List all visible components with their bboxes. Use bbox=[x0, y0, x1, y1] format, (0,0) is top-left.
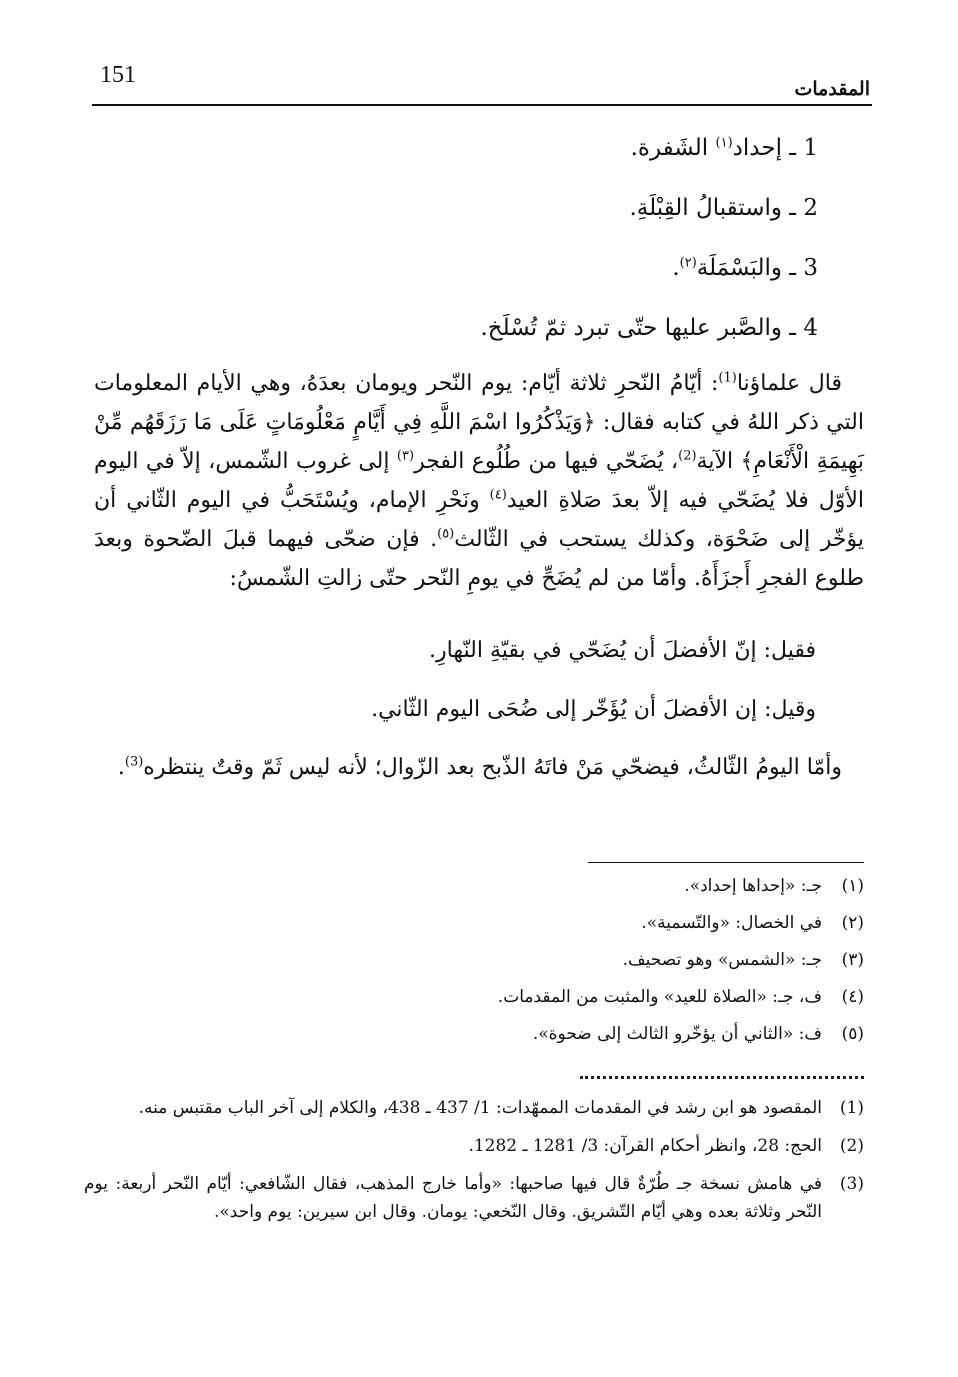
footnote-text: جـ: «الشمس» وهو تصحيف. bbox=[622, 950, 822, 970]
item-text-rest: . bbox=[672, 255, 680, 281]
list-item bbox=[118, 118, 818, 178]
paragraph-text: قال علماؤنا bbox=[736, 371, 842, 396]
footnote-text: جـ: «إحداها إحداد». bbox=[684, 876, 822, 896]
item-number: 2 ـ bbox=[789, 195, 818, 221]
paragraph-text: إلى غروب الشّمس، إلاّ في اليوم الأوّل فلا يُضَحّي فيه إلاّ بعدَ صَلاةِ العيد bbox=[94, 449, 864, 513]
note-number: (1) bbox=[839, 1098, 864, 1118]
paragraph-text: : أيّامُ النّحرِ ثلاثة أيّام: يوم النّحر ويومان بعدَهُ، وهي الأيام المعلومات التي ذكر اللهُ في كتابه فقال: ﴿وَيَذْكُرُوا اسْمَ اللَّهِ فِي أَيَّامٍ مَعْلُومَاتٍ عَلَى مَا رَزَقَهُم مِّنْ بَهِيمَةِ الْأَنْعَامِ﴾ الآية bbox=[94, 371, 864, 474]
item-number: 4 ـ bbox=[789, 315, 818, 341]
note-text: المقصود هو ابن رشد في المقدمات الممهّدات: 1/ 437 ـ 438، والكلام إلى آخر الباب مقتبس منه. bbox=[138, 1098, 822, 1118]
numbered-list bbox=[118, 118, 818, 358]
note-text: الحج: 28، وانظر أحكام القرآن: 3/ 1281 ـ 1282. bbox=[468, 1136, 822, 1156]
footnote-ref: (١) bbox=[715, 135, 733, 151]
footnote-ref: (2) bbox=[678, 448, 697, 464]
paragraph-text: . فإن ضحّى فيهما قبلَ الضّحوة وبعدَ طلوع الفجرِ أَجزَأَهُ. وأمّا من لم يُضَحِّ في يومِ النّحر حتّى زالتِ الشّمسُ: bbox=[94, 527, 864, 591]
footnote-text: في الخصال: «والتّسمية». bbox=[641, 913, 822, 933]
footnote-item bbox=[84, 983, 864, 1012]
item-number: 1 ـ bbox=[789, 135, 818, 161]
note-item bbox=[84, 1132, 864, 1160]
running-head: المقدمات bbox=[794, 78, 870, 100]
main-paragraph bbox=[94, 364, 864, 598]
opinion-second: وقيل: إن الأفضلَ أن يُؤَخّر إلى ضُحَى اليوم الثّاني. bbox=[371, 697, 816, 722]
paragraph-text: . bbox=[117, 755, 125, 780]
variant-footnotes bbox=[84, 872, 864, 1057]
footnote-ref: (٣) bbox=[396, 448, 415, 464]
footnote-item bbox=[84, 1020, 864, 1049]
footnote-text: ف: «الثاني أن يؤخّرو الثالث إلى ضحوة». bbox=[532, 1024, 822, 1044]
footnote-item bbox=[84, 872, 864, 901]
footnote-rule bbox=[588, 862, 864, 863]
editor-notes bbox=[84, 1094, 864, 1236]
footnote-number: (٤) bbox=[841, 987, 864, 1007]
list-item bbox=[118, 178, 818, 238]
footnote-item bbox=[84, 946, 864, 975]
note-number: (3) bbox=[839, 1174, 864, 1194]
footnote-ref: (٥) bbox=[437, 526, 455, 542]
list-item bbox=[118, 238, 818, 298]
item-text: والبَسْمَلَة bbox=[696, 255, 782, 281]
footnote-ref: (٢) bbox=[679, 255, 697, 271]
footnote-ref: (3) bbox=[124, 754, 144, 770]
paragraph-text: وأمّا اليومُ الثّالثُ، فيضحّي مَنْ فاتَهُ الذّبح بعد الزّوال؛ لأنه ليس ثَمّ وقتٌ ينتظره bbox=[143, 755, 842, 780]
footnote-ref: (٤) bbox=[489, 487, 507, 503]
list-item bbox=[118, 298, 818, 358]
note-number: (2) bbox=[839, 1136, 864, 1156]
note-text: في هامش نسخة جـ طُرّةٌ قال فيها صاحبها: «وأما خارج المذهب، فقال الشّافعي: أيّام النّحر أربعة: يوم النّحر وثلاثة بعده وهي أيّام التّشريق. وقال النّخعي: يومان. وقال ابن سيرين: يوم واحد». bbox=[84, 1174, 822, 1222]
item-text-rest: الشَفرة. bbox=[630, 135, 716, 161]
footnote-number: (٣) bbox=[841, 950, 864, 970]
opinion-first: فقيل: إنّ الأفضلَ أن يُضَحّي في بقيّةِ النّهارِ. bbox=[429, 638, 816, 663]
dotted-separator bbox=[580, 1076, 864, 1079]
footnote-ref: (1) bbox=[718, 370, 737, 386]
paragraph-text: ونَحْرِ الإمام، ويُسْتَحَبُّ في اليوم الثّاني أن يؤخّر إلى ضَحْوَة، وكذلك يستحب في الثّالث bbox=[94, 488, 864, 552]
note-item bbox=[84, 1170, 864, 1226]
item-text: إحداد bbox=[732, 135, 782, 161]
note-item bbox=[84, 1094, 864, 1122]
footnote-item bbox=[84, 909, 864, 938]
footnote-number: (٢) bbox=[841, 913, 864, 933]
item-text: واستقبالُ القِبْلَةِ. bbox=[629, 195, 782, 221]
item-number: 3 ـ bbox=[789, 255, 818, 281]
footnote-number: (١) bbox=[841, 876, 864, 896]
page-number: 151 bbox=[100, 62, 136, 88]
paragraph-text: ، يُضَحّي فيها من طُلُوع الفجر bbox=[414, 449, 679, 474]
header-rule bbox=[92, 104, 872, 106]
footnote-text: ف، جـ: «الصلاة للعيد» والمثبت من المقدمات. bbox=[497, 987, 822, 1007]
footnote-number: (٥) bbox=[841, 1024, 864, 1044]
item-text: والصَّبر عليها حتّى تبرد ثمّ تُسْلَخ. bbox=[480, 315, 782, 341]
closing-paragraph bbox=[94, 748, 864, 788]
